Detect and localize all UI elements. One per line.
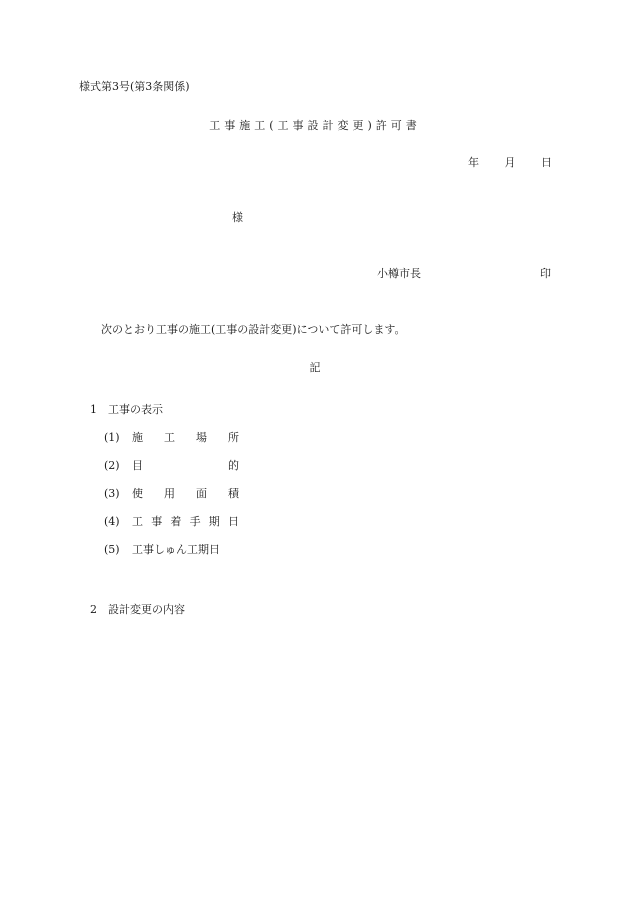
item-number: (4) <box>104 515 120 528</box>
section-1-heading <box>90 404 163 415</box>
item-label-char: 着 <box>170 515 182 528</box>
item-label-char: 面 <box>196 487 207 500</box>
section-1-title: 工事の表示 <box>108 403 163 416</box>
item-label <box>132 460 239 471</box>
item-label-char: 日 <box>227 515 239 528</box>
ki-heading: 記 <box>309 361 321 374</box>
item-label-char: 使 <box>132 487 143 500</box>
item-area-used <box>104 488 239 499</box>
item-number: (2) <box>104 459 120 472</box>
item-label-char: 目 <box>132 459 143 472</box>
item-label <box>132 432 239 443</box>
item-label-char: 場 <box>196 431 207 444</box>
date-line <box>468 157 552 168</box>
item-label-char: 施 <box>132 431 143 444</box>
body-text: 次のとおり工事の施工(工事の設計変更)について許可します。 <box>101 323 406 336</box>
form-number-label: 様式第3号(第3条関係) <box>79 80 190 93</box>
issuer-name: 小樽市長 <box>377 267 421 280</box>
item-label: 工事しゅん工期日 <box>132 543 220 556</box>
item-number: (3) <box>104 487 120 500</box>
item-label <box>132 488 239 499</box>
section-1-number: 1 <box>90 403 97 416</box>
item-label-char: 積 <box>228 487 239 500</box>
item-label-char: 所 <box>228 431 239 444</box>
document-title: 工事施工(工事設計変更)許可書 <box>209 119 421 132</box>
section-2-number: 2 <box>90 603 97 616</box>
seal-mark: 印 <box>540 267 551 280</box>
month-label: 月 <box>504 156 516 169</box>
item-label-char: 事 <box>151 515 163 528</box>
section-2-title: 設計変更の内容 <box>108 603 185 616</box>
item-construction-site <box>104 432 239 443</box>
section-2-heading <box>90 604 185 615</box>
item-label-char: 手 <box>189 515 201 528</box>
item-label-char: 的 <box>228 459 239 472</box>
item-number: (5) <box>104 543 120 556</box>
day-label: 日 <box>541 156 552 169</box>
item-start-date <box>104 516 239 527</box>
item-label-char: 工 <box>132 515 143 528</box>
item-label-char: 工 <box>164 431 175 444</box>
item-number: (1) <box>104 431 120 444</box>
item-purpose <box>104 460 239 471</box>
item-label-char: 用 <box>164 487 175 500</box>
year-label: 年 <box>468 156 479 169</box>
addressee-honorific: 様 <box>232 211 243 224</box>
item-completion-date <box>104 544 220 555</box>
item-label <box>132 516 239 527</box>
item-label-char: 期 <box>208 515 220 528</box>
